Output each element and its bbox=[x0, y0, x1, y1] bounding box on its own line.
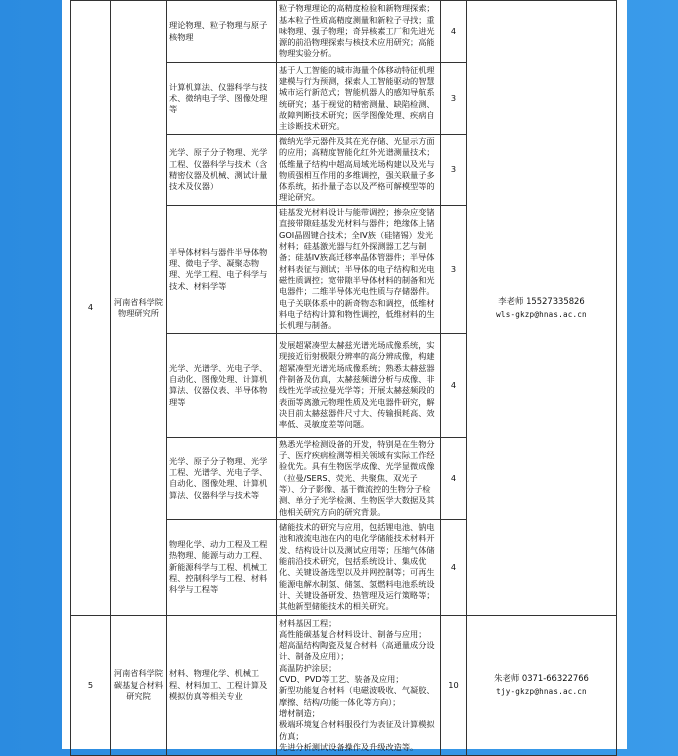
major-cell: 理论物理、粒子物理与原子核物理 bbox=[167, 1, 277, 63]
count-cell: 4 bbox=[441, 519, 467, 615]
major-cell: 光学、原子分子物理、光学工程、仪器科学与技术（含精密仪器及机械、测试计量技术及仪器） bbox=[167, 135, 277, 206]
count-cell: 3 bbox=[441, 63, 467, 135]
contact-name: 李老师 15527335826 bbox=[498, 295, 585, 306]
direction-cell: 微纳光学元器件及其在光存储、光显示方面的应用；高精度智能化红外光谱测量技术；低维量子结构中超高局域光场构建以及光与物质强相互作用的多维调控，强关联量子多体系统，拓扑量子态以及严格可解模型等的理论研究。 bbox=[277, 135, 441, 206]
major-cell: 材料、物理化学、机械工程、材料加工、工程计算及模拟仿真等相关专业 bbox=[167, 615, 277, 755]
contact-cell bbox=[467, 1, 617, 616]
major-cell: 光学、光谱学、光电子学、自动化、图像处理、计算机算法、仪器仪表、半导体物理等 bbox=[167, 333, 277, 437]
major-cell: 计算机算法、仪器科学与技术、微纳电子学、图像处理等 bbox=[167, 63, 277, 135]
count-cell: 4 bbox=[441, 1, 467, 63]
direction-cell: 发展超紧凑型太赫兹光谱光场成像系统，实现接近衍射极限分辨率的高分辨成像，构建超紧凑型光谱光场成像系统；熟悉太赫兹器件制备及仿真，太赫兹频谱分析与成像、非线性光学或拉曼光学等；开展太赫兹频段的表面等离激元物理性质及光电器件研究，解决目前太赫兹器件尺寸大、传输损耗高、效率低、灵敏度差等问题。 bbox=[277, 333, 441, 437]
direction-cell: 熟悉光学检测设备的开发，特别是在生物分子、医疗疾病检测等相关领域有实际工作经验优先。具有生物医学成像、光学显微成像（拉曼/SERS、荧光、共聚焦、双光子等）、分子影像、基于微流控的生物分子检测、单分子光学检测、生物医学大数据及其他相关研究方向的研究背景。 bbox=[277, 437, 441, 519]
table-row bbox=[71, 1, 617, 63]
contact-email[interactable]: tjy-gkzp@hnas.ac.cn bbox=[496, 687, 587, 697]
recruitment-table bbox=[70, 0, 617, 756]
count-cell: 3 bbox=[441, 205, 467, 333]
row-number: 5 bbox=[71, 615, 111, 755]
major-cell: 光学、原子分子物理、光学工程、光谱学、光电子学、自动化、图像处理、计算机算法、仪器科学与技术等 bbox=[167, 437, 277, 519]
table-row bbox=[71, 615, 617, 755]
major-cell: 半导体材料与器件半导体物理、微电子学、凝聚态物理、光学工程、电子科学与技术、材料学等 bbox=[167, 205, 277, 333]
direction-cell: 粒子物理理论的高精度检验和新物理探索；基本粒子性质高精度测量和新粒子寻找；重味物理、强子物理；奇异核素工厂和先进光源的前沿物理探索与核技术应用研究；高能物理实验分析。 bbox=[277, 1, 441, 63]
count-cell: 4 bbox=[441, 437, 467, 519]
count-cell: 4 bbox=[441, 333, 467, 437]
contact-email[interactable]: wls-gkzp@hnas.ac.cn bbox=[496, 309, 587, 319]
major-cell: 物理化学、动力工程及工程热物理、能源与动力工程、新能源科学与工程、机械工程、控制科学与工程、材料科学与工程等 bbox=[167, 519, 277, 615]
direction-cell: 储能技术的研究与应用，包括锂电池、钠电池和液流电池在内的电化学储能技术材料开发、结构设计以及测试应用等；压缩气体储能前沿技术研究，包括系统设计、集成优化、关键设备选型以及并网控制等；可再生能源电解水制氢、储氢、氢燃料电池系统设计、关键设备研发、热管理及运行策略等；其他新型储能技术的相关研究。 bbox=[277, 519, 441, 615]
direction-cell: 基于人工智能的城市海量个体移动特征机理建模与行为预测，探索人工智能驱动的智慧城市运行新范式；智能机器人的感知导航系统研究；基于视觉的精密测量、缺陷检测、故障判断技术研究；医学图像处理、疾病自主诊断技术研究。 bbox=[277, 63, 441, 135]
institute-name: 河南省科学院物理研究所 bbox=[111, 1, 167, 616]
count-cell: 3 bbox=[441, 135, 467, 206]
direction-cell: 材料基因工程； 高性能碳基复合材料设计、制备与应用； 超高温结构陶瓷及复合材料（高通量成分设计、制备及应用）； 高温防护涂层； CVD、PVD等工艺、装备及应用； 新型功能复合材料（电磁波吸收、气凝胶、摩擦、结构/功能一体化等方向）； 增材制造； 极端环境复合材料服役行为表征及计算模拟仿真； 先进分析测试设备操作及升级改造等。 bbox=[277, 615, 441, 755]
contact-cell bbox=[467, 615, 617, 755]
direction-cell: 硅基发光材料设计与能带调控；掺杂应变锗直接带隙硅基发光材料与器件；绝缘体上锗GOI晶圆键合技术；全IV族（硅锗锡）发光材料；硅基激光器与红外探测器工艺与制备；硅基IV族高迁移率晶体管器件；半导体材料表征与测试；半导体的电子结构和光电磁性质调控；宽带隙半导体材料的制备和光电器件；二维半导体光电性质与存储器件。电子关联体系中的新奇物态和调控，低维材料电子结构计算和物性调控，低维材料的生长机理与制备。 bbox=[277, 205, 441, 333]
contact-name: 朱老师 0371-66322766 bbox=[494, 673, 589, 684]
row-number: 4 bbox=[71, 1, 111, 616]
institute-name: 河南省科学院碳基复合材料研究院 bbox=[111, 615, 167, 755]
count-cell: 10 bbox=[441, 615, 467, 755]
